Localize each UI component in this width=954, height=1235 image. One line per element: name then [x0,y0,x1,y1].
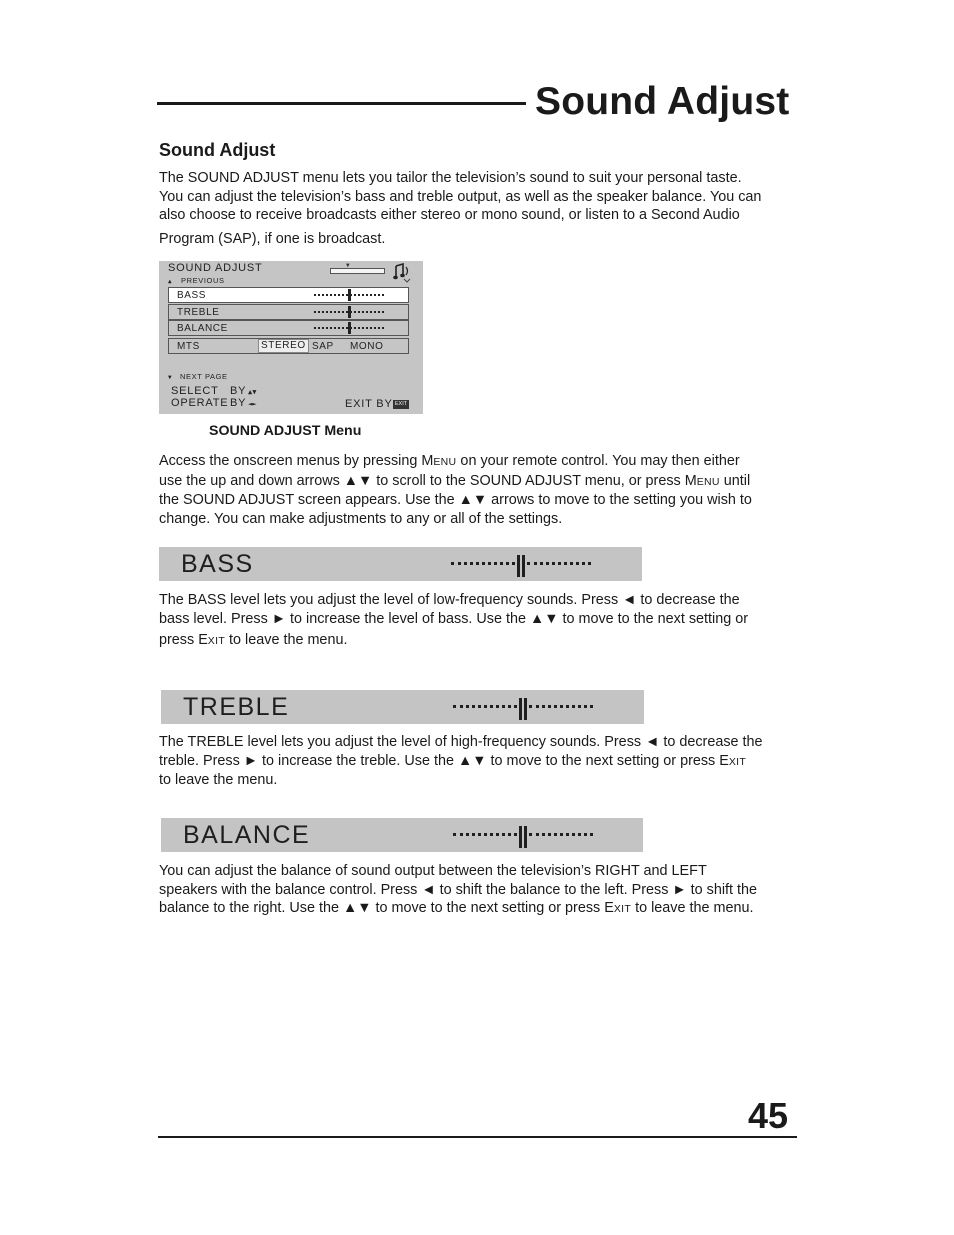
gauge-left-dots [451,562,515,568]
osd-by-label: BY [230,385,247,397]
access-paragraph [159,452,799,528]
gauge-knob [524,698,527,720]
page-number: 45 [748,1095,789,1136]
bass-line: bass level. Press ► to increase the level of bass. Use the ▲▼ to move to the next setting or [159,610,749,627]
intro-line: Program (SAP), if one is broadcast. [159,230,386,247]
osd-level-knob [348,289,351,301]
osd-row-mts[interactable] [168,338,409,354]
gauge-knob [524,826,527,848]
treble-paragraph [159,733,799,790]
exit-key-icon: EXIT [394,401,408,407]
osd-row-label: BALANCE [177,323,228,334]
balance-line: balance to the right. Use the ▲▼ to move to the next setting or press EXIT to leave the menu. [159,900,754,916]
treble-banner [161,690,644,724]
treble-banner-label: TREBLE [183,693,290,721]
access-line: Access the onscreen menus by pressing MENU on your remote control. You may then either [159,453,740,469]
treble-line: treble. Press ► to increase the treble. Use the ▲▼ to move to the next setting or press EXIT [159,752,747,769]
mts-option-stereo[interactable]: STEREO [258,339,309,353]
osd-title: SOUND ADJUST [168,262,263,274]
gauge-knob [517,555,520,577]
access-line: the SOUND ADJUST screen appears. Use the ▲▼ arrows to move to the setting you wish to [159,492,752,508]
osd-select-label: SELECT [171,385,219,397]
treble-line: to leave the menu. [159,772,278,788]
section-heading: Sound Adjust [159,140,276,160]
gauge-knob [519,826,522,848]
mts-option-sap[interactable]: SAP [312,341,334,352]
osd-operate-label: OPERATE [171,397,229,409]
osd-row-bass[interactable] [168,287,409,303]
osd-exit-label: EXIT BY [345,398,393,410]
gauge-right-dots [529,705,593,711]
figure-caption: SOUND ADJUST Menu [209,423,362,439]
next-arrow-icon: ▼ [168,374,172,381]
intro-line: You can adjust the television’s bass and treble output, as well as the speaker balance. You can [159,188,762,205]
osd-row-treble[interactable] [168,304,409,320]
header-rule [157,102,526,105]
bass-line: press EXIT to leave the menu. [159,632,348,648]
previous-arrow-icon: ▲ [168,278,172,285]
osd-row-label: MTS [177,341,200,352]
balance-banner [161,818,643,852]
osd-row-label: BASS [177,290,207,301]
gauge-right-dots [527,562,591,568]
osd-by-label: BY [230,397,247,409]
left-right-arrows-icon: ◄► [248,400,257,408]
bass-level-gauge [451,557,591,571]
balance-level-gauge [453,828,593,842]
gauge-knob [522,555,525,577]
osd-previous: PREVIOUS [181,276,225,285]
treble-level-gauge [453,700,593,714]
balance-banner-label: BALANCE [183,821,311,849]
osd-level-knob [348,306,351,318]
treble-line: The TREBLE level lets you adjust the level of high-frequency sounds. Press ◄ to decrease the [159,734,763,750]
osd-next-page: NEXT PAGE [180,372,228,381]
intro-line: The SOUND ADJUST menu lets you tailor the television’s sound to suit your personal taste. [159,170,742,186]
balance-line: speakers with the balance control. Press ◄ to shift the balance to the left. Press ► to shift the [159,881,758,898]
gauge-left-dots [453,705,517,711]
bass-paragraph [159,591,799,651]
bass-banner-label: BASS [181,550,254,578]
music-note-icon [393,263,411,283]
access-line: change. You can make adjustments to any or all of the settings. [159,510,563,527]
up-down-arrows-icon: ▲▼ [248,388,257,396]
page-title: Sound Adjust [535,80,790,123]
mts-option-mono[interactable]: MONO [350,341,384,352]
balance-line: You can adjust the balance of sound output between the television’s RIGHT and LEFT [159,863,707,879]
gauge-knob [519,698,522,720]
balance-paragraph [159,862,799,919]
osd-row-label: TREBLE [177,307,220,318]
osd-level-knob [348,322,351,334]
intro-paragraph [159,169,799,248]
osd-top-slider [330,268,385,274]
gauge-right-dots [529,833,593,839]
osd-row-balance[interactable] [168,320,409,336]
gauge-left-dots [453,833,517,839]
intro-line: also choose to receive broadcasts either stereo or mono sound, or listen to a Second Audio [159,207,740,223]
access-line: use the up and down arrows ▲▼ to scroll to the SOUND ADJUST menu, or press MENU until [159,472,751,489]
bass-line: The BASS level lets you adjust the level of low-frequency sounds. Press ◄ to decrease the [159,592,740,608]
slider-marker-icon [346,262,350,269]
footer-rule [158,1136,797,1138]
bass-banner [159,547,642,581]
sound-adjust-menu-figure [159,261,423,414]
